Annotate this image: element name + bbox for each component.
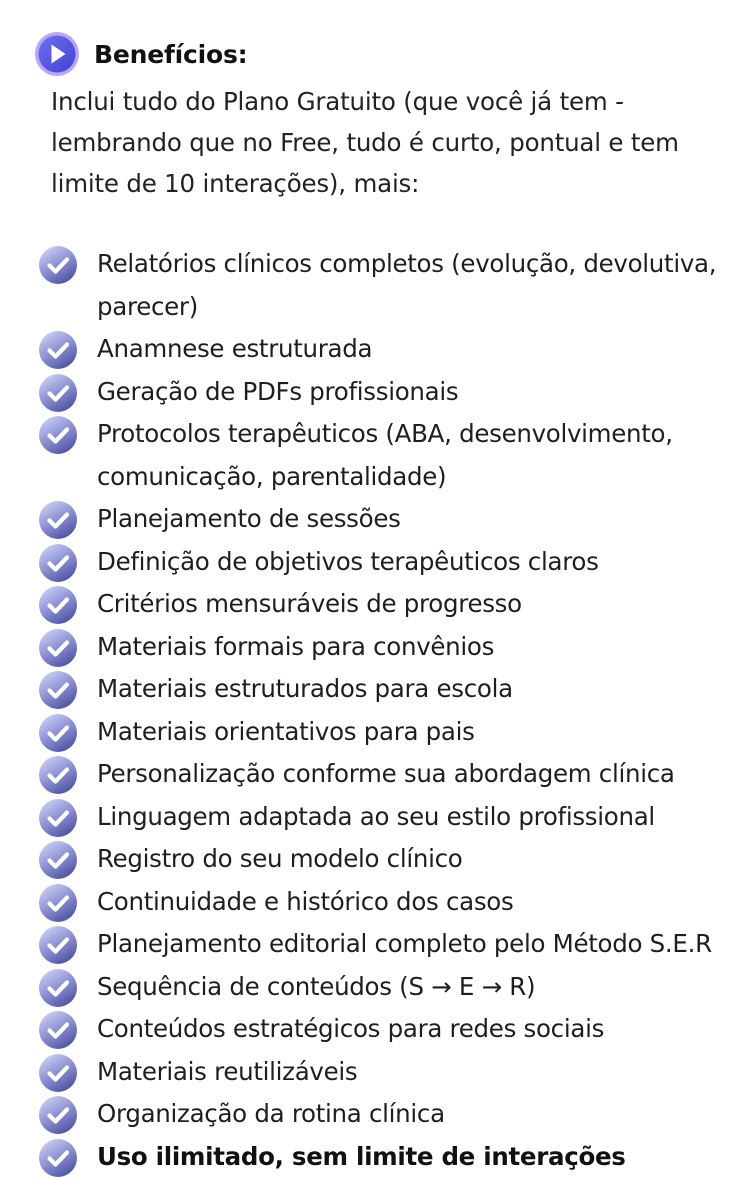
list-item [38,838,750,881]
list-item [38,1051,750,1094]
check-badge-icon [38,968,78,1008]
list-item [38,966,750,1009]
list-item-label: Registro do seu modelo clínico [97,844,463,873]
check-badge-icon [38,755,78,795]
list-item-label: Relatórios clínicos completos (evolução, devolutiva, parecer) [97,249,717,321]
list-item-label: Materiais orientativos para pais [97,716,475,746]
list-item [38,711,750,754]
check-badge-icon [38,1095,78,1135]
list-item [38,626,750,669]
list-item-label: Linguagem adaptada ao seu estilo profissional [97,801,655,831]
check-badge-icon [38,713,78,753]
check-badge-icon [38,543,78,583]
list-item-label: Organização da rotina clínica [97,1099,445,1128]
intro-text [51,81,731,204]
list-item [38,541,750,584]
intro-line: lembrando que no Free, tudo é curto, pontual e tem [51,128,679,157]
check-badge-icon [38,500,78,540]
list-item [38,1093,750,1136]
check-badge-icon [38,1138,78,1178]
list-item-label: Continuidade e histórico dos casos [97,886,514,916]
check-badge-icon [38,245,78,285]
list-item-label: Conteúdos estratégicos para redes sociais [97,1014,605,1043]
intro-line: Inclui tudo do Plano Gratuito (que você já tem - [51,87,624,116]
list-item-label: Critérios mensuráveis de progresso [97,589,522,618]
check-badge-icon [38,585,78,625]
list-item-label: Materiais estruturados para escola [97,674,513,703]
list-item [38,668,750,711]
list-item-label: Personalização conforme sua abordagem clínica [97,759,675,788]
list-item-label: Definição de objetivos terapêuticos claros [97,546,599,576]
list-item [38,328,750,371]
list-item-label: Planejamento de sessões [97,504,401,533]
list-item [38,413,750,498]
check-badge-icon [38,1010,78,1050]
list-item [38,243,750,328]
list-item [38,1136,750,1178]
list-item [38,881,750,924]
list-item-label: Materiais reutilizáveis [97,1056,358,1086]
benefits-list [38,243,750,1178]
check-badge-icon [38,670,78,710]
list-item [38,371,750,414]
check-badge-icon [38,925,78,965]
list-item-label: Uso ilimitado, sem limite de interações [97,1141,626,1171]
list-item-label: Planejamento editorial completo pelo Método S.E.R [97,929,712,958]
check-badge-icon [38,330,78,370]
list-item [38,753,750,796]
list-item-label: Protocolos terapêuticos (ABA, desenvolvimento, comunicação, parentalidade) [97,419,673,491]
check-badge-icon [38,1053,78,1093]
intro-line: limite de 10 interações), mais: [51,169,420,198]
check-badge-icon [38,840,78,880]
benefits-header [34,30,247,78]
list-item [38,1008,750,1051]
check-badge-icon [38,373,78,413]
page-title: Benefícios: [94,39,248,69]
check-badge-icon [38,415,78,455]
list-item-label: Geração de PDFs profissionais [97,376,459,406]
check-badge-icon [38,628,78,668]
check-badge-icon [38,883,78,923]
list-item-label: Materiais formais para convênios [97,631,495,661]
check-badge-icon [38,798,78,838]
list-item-label: Sequência de conteúdos (S → E → R) [97,971,536,1001]
list-item [38,583,750,626]
list-item-label: Anamnese estruturada [97,334,373,363]
list-item [38,498,750,541]
list-item [38,796,750,839]
play-button-icon [34,31,80,77]
list-item [38,923,750,966]
